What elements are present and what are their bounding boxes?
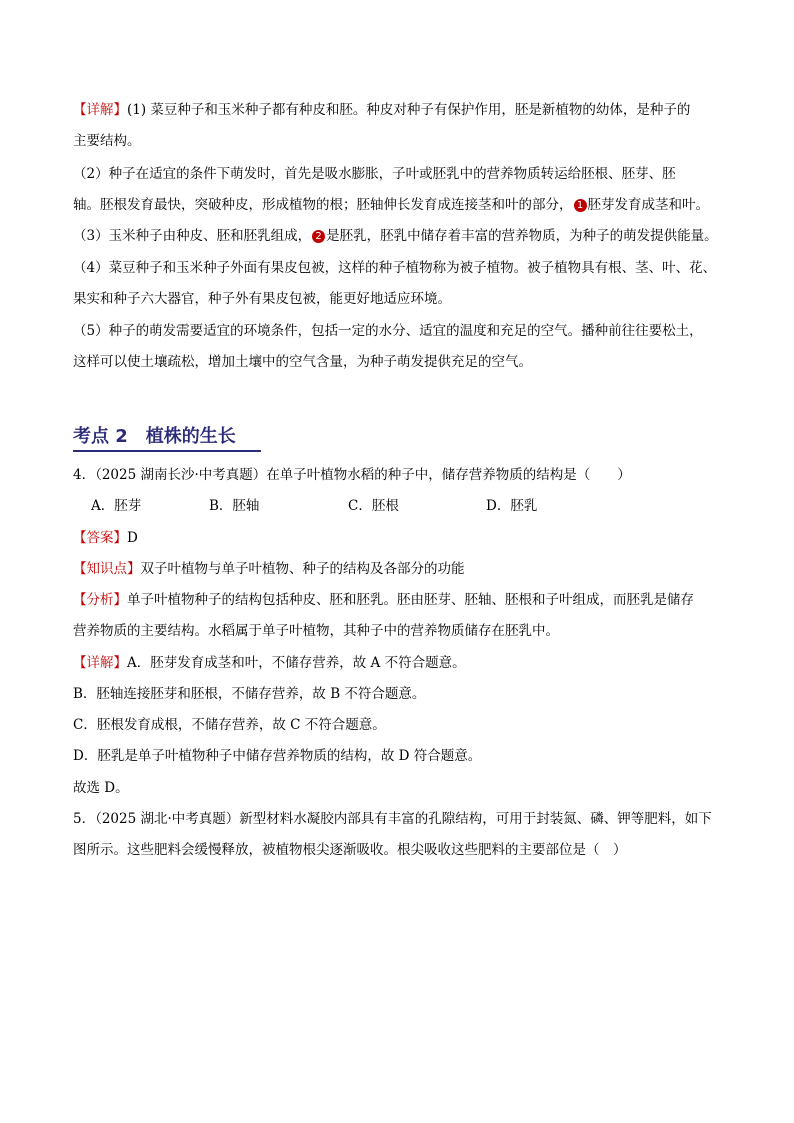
detail-p3-text-b: 是胚乳，胚乳中储存着丰富的营养物质，为种子的萌发提供能量。 <box>326 228 718 244</box>
q5-stem-line-2: 图所示。这些肥料会缓慢释放，被植物根尖逐渐吸收。根尖吸收这些肥料的主要部位是（ ） <box>73 842 627 858</box>
q4-stem: 4．（2025 湖南长沙·中考真题）在单子叶植物水稻的种子中，储存营养物质的结构是（ ） <box>73 467 631 483</box>
q4-detail-a-text: A．胚芽发育成茎和叶，不储存营养，故 A 不符合题意。 <box>127 655 466 671</box>
detail-text: (1) 菜豆种子和玉米种子都有种皮和胚。种皮对种子有保护作用，胚是新植物的幼体，是种子的 <box>127 102 691 118</box>
q4-answer <box>73 529 733 547</box>
detail-p4-line-2: 果实和种子六大器官，种子外有果皮包被，能更好地适应环境。 <box>73 291 451 307</box>
section-underline <box>73 450 261 452</box>
circled-number-1: 1 <box>574 199 587 212</box>
answer-tag: 【答案】 <box>73 530 127 546</box>
answer-value: D <box>127 530 138 546</box>
section-label: 考点 2 <box>73 426 128 447</box>
q4-detail-d: D．胚乳是单子叶植物种子中储存营养物质的结构，故 D 符合题意。 <box>73 748 482 764</box>
q4-option-c: C．胚根 <box>348 498 399 514</box>
detail-p5-line-1: （5）种子的萌发需要适宜的环境条件，包括一定的水分、适宜的温度和充足的空气。播种前往往要松土， <box>73 323 703 339</box>
detail-tag: 【详解】 <box>73 102 127 118</box>
analysis-tag: 【分析】 <box>73 592 127 608</box>
q4-detail-tag: 【详解】 <box>73 655 127 671</box>
detail-p2-line-1: （2）种子在适宜的条件下萌发时，首先是吸水膨胀，子叶或胚乳中的营养物质转运给胚根、胚芽、胚 <box>73 166 676 182</box>
q4-detail-a <box>73 654 733 672</box>
q4-analysis-line-2: 营养物质的主要结构。水稻属于单子叶植物，其种子中的营养物质储存在胚乳中。 <box>73 623 559 639</box>
section-title-text: 植株的生长 <box>145 426 236 447</box>
q4-option-d: D．胚乳 <box>486 498 538 514</box>
knowledge-text: 双子叶植物与单子叶植物、种子的结构及各部分的功能 <box>140 561 465 577</box>
q4-detail-b: B．胚轴连接胚芽和胚根，不储存营养，故 B 不符合题意。 <box>73 686 426 702</box>
q4-knowledge-point <box>73 560 733 578</box>
detail-p4-line-1: （4）菜豆种子和玉米种子外面有果皮包被，这样的种子植物称为被子植物。被子植物具有根、茎、叶、花、 <box>73 260 717 276</box>
detail-line-2: 主要结构。 <box>73 133 141 149</box>
q5-stem-line-1: 5．（2025 湖北·中考真题）新型材料水凝胶内部具有丰富的孔隙结构，可用于封装氮、磷、钾等肥料，如下 <box>73 811 712 827</box>
detail-p3-text-a: （3）玉米种子由种皮、胚和胚乳组成， <box>73 228 312 244</box>
circled-number-2: 2 <box>312 230 325 243</box>
knowledge-tag: 【知识点】 <box>73 561 141 577</box>
q4-analysis-line-1 <box>73 591 733 609</box>
q4-conclusion: 故选 D。 <box>73 780 129 796</box>
q4-option-b: B．胚轴 <box>209 498 260 514</box>
detail-p2-text-b: 胚芽发育成茎和叶。 <box>587 197 709 213</box>
detail-p3-line-1 <box>73 227 733 245</box>
section-heading <box>73 424 236 450</box>
q4-detail-c: C．胚根发育成根，不储存营养，故 C 不符合题意。 <box>73 717 386 733</box>
detail-p5-line-2: 这样可以使土壤疏松，增加土壤中的空气含量，为种子萌发提供充足的空气。 <box>73 354 532 370</box>
detail-p2-line-2 <box>73 196 733 214</box>
analysis-text: 单子叶植物种子的结构包括种皮、胚和胚乳。胚由胚芽、胚轴、胚根和子叶组成，而胚乳是储存 <box>127 592 694 608</box>
detail-p2-text-a: 轴。胚根发育最快，突破种皮，形成植物的根；胚轴伸长发育成连接茎和叶的部分， <box>73 197 573 213</box>
q4-option-a: A．胚芽 <box>91 498 142 514</box>
detail-line-1 <box>73 101 733 119</box>
